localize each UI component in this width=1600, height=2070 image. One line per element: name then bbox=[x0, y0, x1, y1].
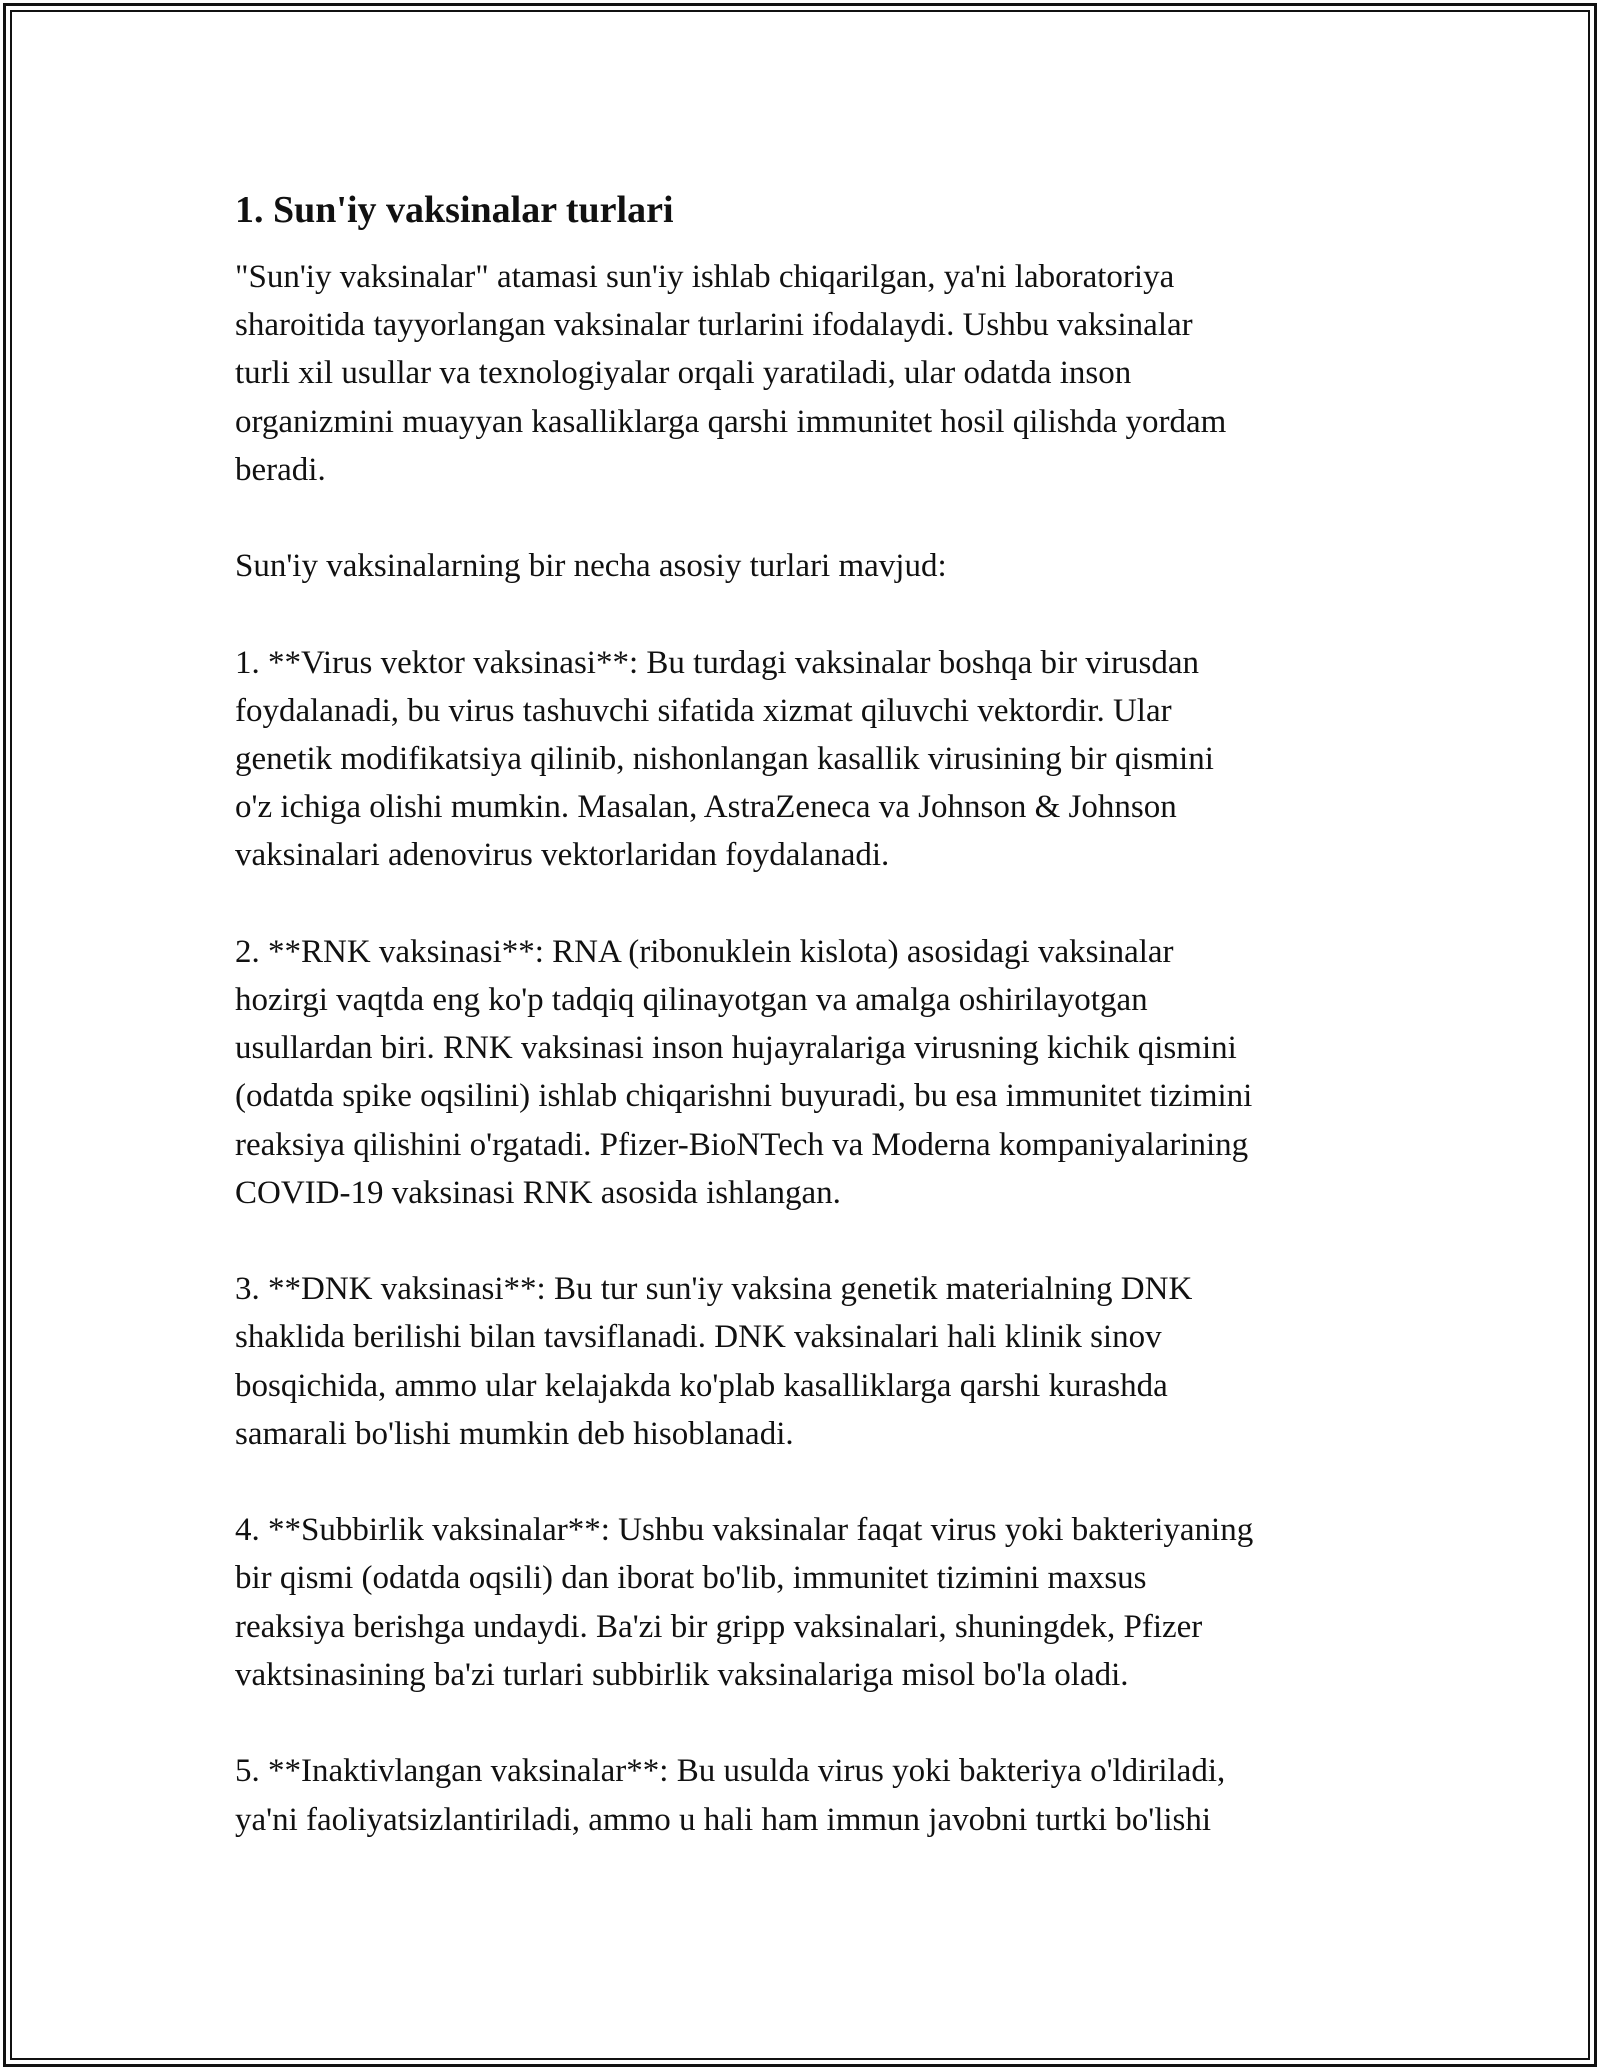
document-heading: 1. Sun'iy vaksinalar turlari bbox=[235, 189, 674, 231]
document-content bbox=[235, 184, 1375, 1844]
document-body-text: "Sun'iy vaksinalar" atamasi sun'iy ishlab chiqarilgan, ya'ni laboratoriya sharoitida tayyorlangan vaksinalar turlarini ifodalaydi. Ushbu vaksinalar turli xil usullar va texnologiyalar orqali yaratiladi, ular odatda inson organizmini muayyan kasalliklarga qarshi immunitet hosil qilishda yordam beradi. Sun'iy vaksinalarning bir necha asosiy turlari mavjud: 1. **Virus vektor vaksinasi**: Bu turdagi vaksinalar boshqa bir virusdan foydalanadi, bu virus tashuvchi sifatida xizmat qiluvchi vektordir. Ular genetik modifikatsiya qilinib, nishonlangan kasallik virusining bir qismini o'z ichiga olishi mumkin. Masalan, AstraZeneca va Johnson & Johnson vaksinalari adenovirus vektorlaridan foydalanadi. 2. **RNK vaksinasi**: RNA (ribonuklein kislota) asosidagi vaksinalar hozirgi vaqtda eng ko'p tadqiq qilinayotgan va amalga oshirilayotgan usullardan biri. RNK vaksinasi inson hujayralariga virusning kichik qismini (odatda spike oqsilini) ishlab chiqarishni buyuradi, bu esa immunitet tizimini reaksiya qilishini o'rgatadi. Pfizer-BioNTech va Moderna kompaniyalarining COVID-19 vaksinasi RNK asosida ishlangan. 3. **DNK vaksinasi**: Bu tur sun'iy vaksina genetik materialning DNK shaklida berilishi bilan tavsiflanadi. DNK vaksinalari hali klinik sinov bosqichida, ammo ular kelajakda ko'plab kasalliklarga qarshi kurashda samarali bo'lishi mumkin deb hisoblanadi. 4. **Subbirlik vaksinalar**: Ushbu vaksinalar faqat virus yoki bakteriyaning bir qismi (odatda oqsili) dan iborat bo'lib, immunitet tizimini maxsus reaksiya berishga undaydi. Ba'zi bir gripp vaksinalari, shuningdek, Pfizer vaktsinasining ba'zi turlari subbirlik vaksinalariga misol bo'la oladi. 5. **Inaktivlangan vaksinalar**: Bu usulda virus yoki bakteriya o'ldiriladi, ya'ni faoliyatsizlantiriladi, ammo u hali ham immun javobni turtki bo'lishi bbox=[235, 259, 1254, 1838]
